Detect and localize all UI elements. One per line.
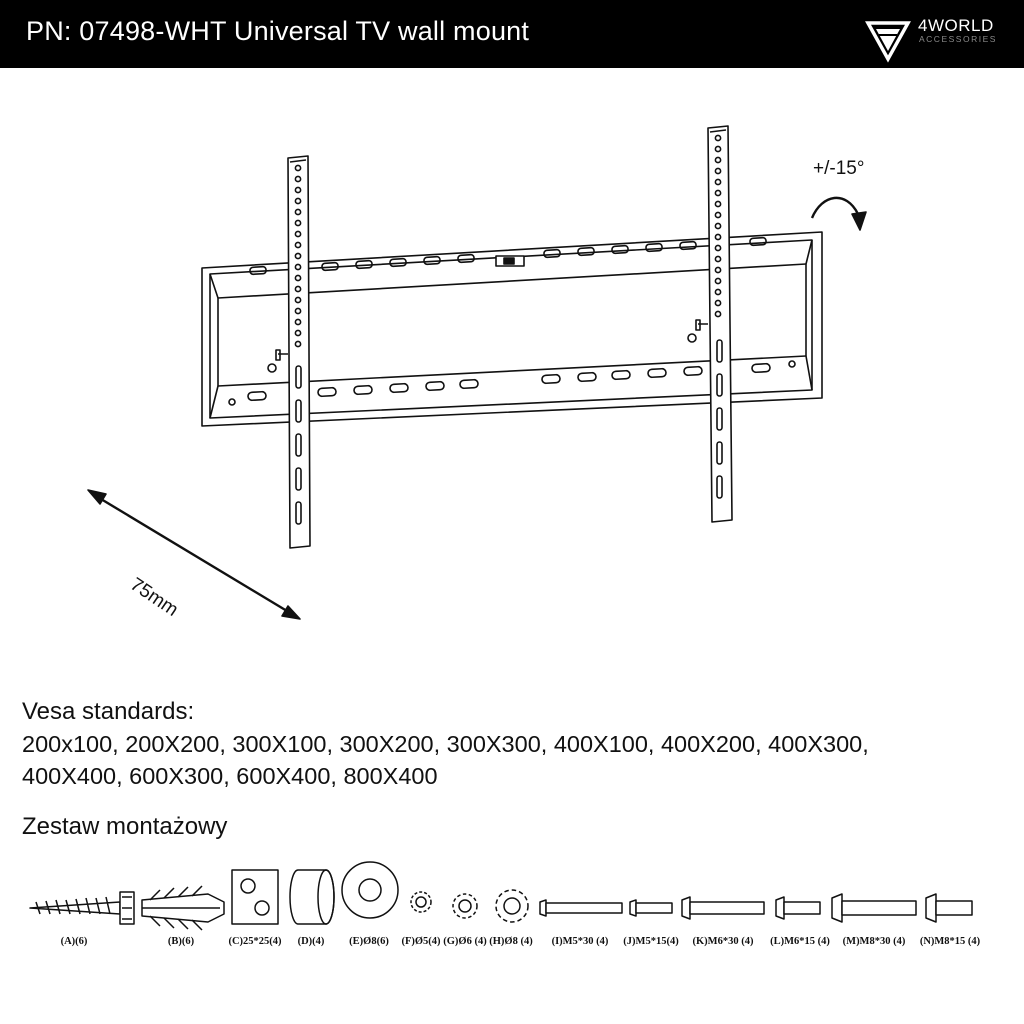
part-label-f: (F)Ø5(4) [401,936,441,947]
tilt-angle-label: +/-15° [813,158,865,179]
lock-washer-large-icon [496,890,528,922]
screw-m6x15-icon [776,897,820,919]
part-label-h: (H)Ø8 (4) [489,936,533,947]
brand-name: 4WORLD [918,16,994,35]
wall-anchor-icon [142,886,224,930]
page-title: PN: 07498-WHT Universal TV wall mount [26,16,530,46]
part-label-d: (D)(4) [297,936,325,947]
brand-tagline: ACCESSORIES [919,34,997,44]
screw-m5x15-icon [630,900,672,916]
part-label-k: (K)M6*30 (4) [692,936,754,947]
4world-logo-icon [864,9,912,63]
part-label-l: (L)M6*15 (4) [770,936,830,947]
part-label-e: (E)Ø8(6) [349,936,389,947]
screw-m8x30-icon [832,894,916,922]
screw-m5x30-icon [540,900,622,916]
depth-dimension-label: 75mm [126,574,182,621]
spacer-icon [290,870,334,924]
part-label-c: (C)25*25(4) [228,936,282,947]
part-label-m: (M)M8*30 (4) [842,936,906,947]
washer-icon [342,862,398,918]
lock-washer-medium-icon [453,894,477,918]
depth-arrow [88,490,300,619]
vesa-heading: Vesa standards: [22,698,195,725]
tilt-arrow [812,198,866,230]
screw-m6x30-icon [682,897,764,919]
header-bar [0,0,1024,68]
part-label-n: (N)M8*15 (4) [919,936,981,947]
lag-bolt-icon [30,892,134,924]
part-label-a: (A)(6) [60,936,88,947]
left-arm [268,156,310,548]
lock-washer-small-icon [411,892,431,912]
part-label-g: (G)Ø6 (4) [443,936,487,947]
part-label-i: (I)M5*30 (4) [551,936,609,947]
vesa-list-line-2: 400X400, 600X300, 600X400, 800X400 [22,763,438,789]
part-label-j: (J)M5*15(4) [623,936,679,947]
screw-m8x15-icon [926,894,972,922]
vesa-list-line-1: 200x100, 200X200, 300X100, 300X200, 300X300, 400X100, 400X200, 400X300, [22,731,869,757]
square-washer-icon [232,870,278,924]
right-arm [688,126,732,522]
part-label-b: (B)(6) [167,936,195,947]
top-rail-slots [250,238,766,275]
mounting-kit-heading: Zestaw montażowy [22,813,228,840]
